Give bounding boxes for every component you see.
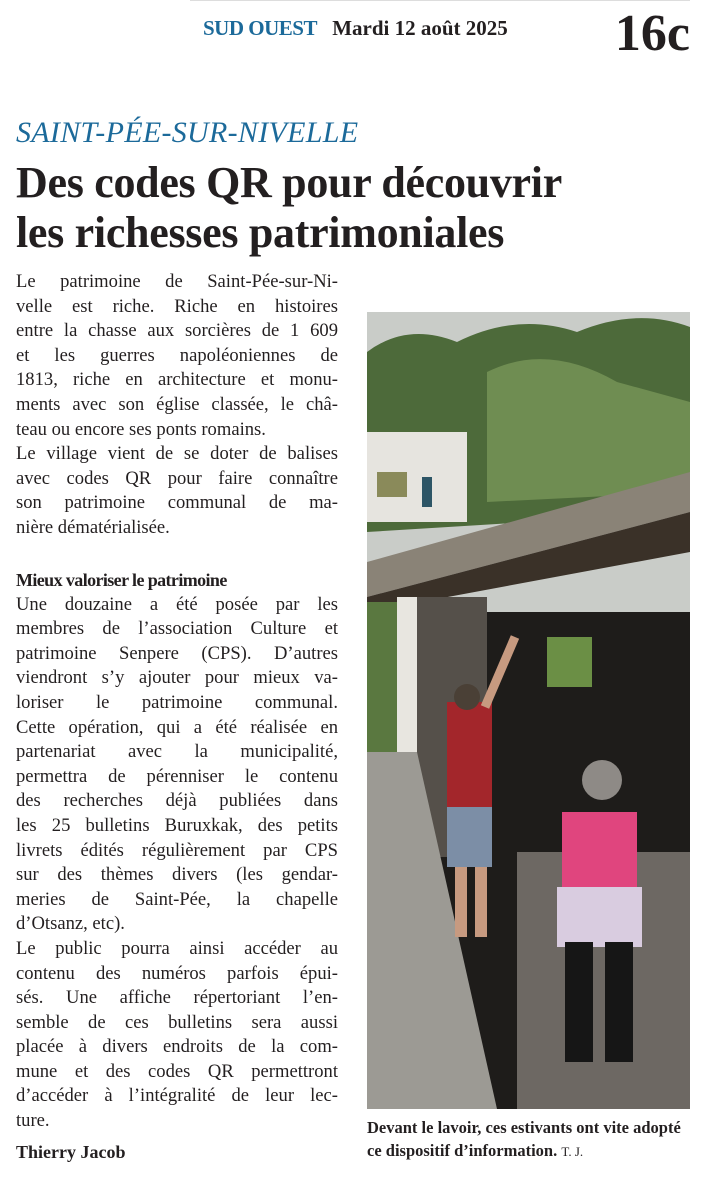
text-line: teau ou encore ses ponts romains.: [16, 418, 266, 440]
caption-text: Devant le lavoir, ces estivants ont vite adopté ce dispositif d’information.: [367, 1118, 681, 1160]
article-photo: [367, 312, 690, 1109]
text-line: meries de Saint-Pée, la chapelle: [16, 888, 338, 910]
photo-man-shirt: [447, 702, 492, 812]
masthead: [203, 16, 508, 41]
photo-caption: [367, 1116, 697, 1163]
text-line: des recherches déjà publiées dans: [16, 790, 338, 812]
article-kicker: SAINT-PÉE-SUR-NIVELLE: [16, 116, 359, 149]
text-line: sur des thèmes divers (les gendar-: [16, 864, 338, 886]
headline-line: Des codes QR pour découvrir: [16, 158, 562, 207]
text-line: ture.: [16, 1110, 50, 1132]
text-line: entre la chasse aux sorcières de 1 609: [16, 320, 338, 342]
article-byline: Thierry Jacob: [16, 1142, 126, 1162]
article-body: [16, 568, 338, 1134]
text-line: patrimoine Senpere (CPS). D’autres: [16, 642, 338, 664]
article-intro: [16, 270, 338, 541]
text-line: velle est riche. Riche en histoires: [16, 295, 338, 317]
text-line: et les guerres napoléoniennes de: [16, 344, 338, 366]
text-line: ments avec son église classée, le châ-: [16, 393, 338, 415]
text-line: avec codes QR pour faire connaître: [16, 467, 338, 489]
issue-date: Mardi 12 août 2025: [332, 16, 508, 40]
text-line: sés. Une affiche répertoriant l’en-: [16, 987, 338, 1009]
photo-credit: T. J.: [561, 1144, 584, 1159]
text-line: Cette opération, qui a été réalisée en: [16, 716, 338, 738]
text-line: nière dématérialisée.: [16, 516, 170, 538]
text-line: placée à divers endroits de la com-: [16, 1036, 338, 1058]
text-line: Le public pourra ainsi accéder au: [16, 937, 338, 959]
text-line: 1813, riche en architecture et monu-: [16, 369, 338, 391]
article-headline: [16, 158, 696, 258]
text-line: d’accéder à l’intégralité de leur lec-: [16, 1085, 338, 1107]
page-number: 16c: [614, 5, 690, 62]
text-line: Une douzaine a été posée par les: [16, 593, 338, 615]
text-line: membres de l’association Culture et: [16, 618, 338, 640]
text-line: mune et des codes QR permettront: [16, 1060, 338, 1082]
header-rule: [190, 0, 690, 1]
text-line: son patrimoine communal de ma-: [16, 492, 338, 514]
text-line: permettra de pérenniser le contenu: [16, 765, 338, 787]
text-line: d’Otsanz, etc).: [16, 913, 125, 935]
photo-woman-top: [562, 812, 637, 892]
text-line: loriser le patrimoine communal.: [16, 691, 338, 713]
text-line: viendront s’y ajouter pour mieux va-: [16, 667, 338, 689]
text-line: Le patrimoine de Saint-Pée-sur-Ni-: [16, 271, 338, 292]
text-line: Le village vient de se doter de balises: [16, 443, 338, 465]
text-line: les 25 bulletins Buruxkak, des petits: [16, 814, 338, 836]
newspaper-brand: SUD OUEST: [203, 16, 317, 40]
photo-woman-hair: [582, 760, 622, 800]
headline-line: les richesses patrimoniales: [16, 208, 505, 257]
text-line: semble de ces bulletins sera aussi: [16, 1011, 338, 1033]
article-subhead: Mieux valoriser le patrimoine: [16, 570, 227, 590]
text-line: livrets édités régulièrement par CPS: [16, 839, 338, 861]
text-line: contenu des numéros parfois épui-: [16, 962, 338, 984]
text-line: partenariat avec la municipalité,: [16, 741, 338, 763]
